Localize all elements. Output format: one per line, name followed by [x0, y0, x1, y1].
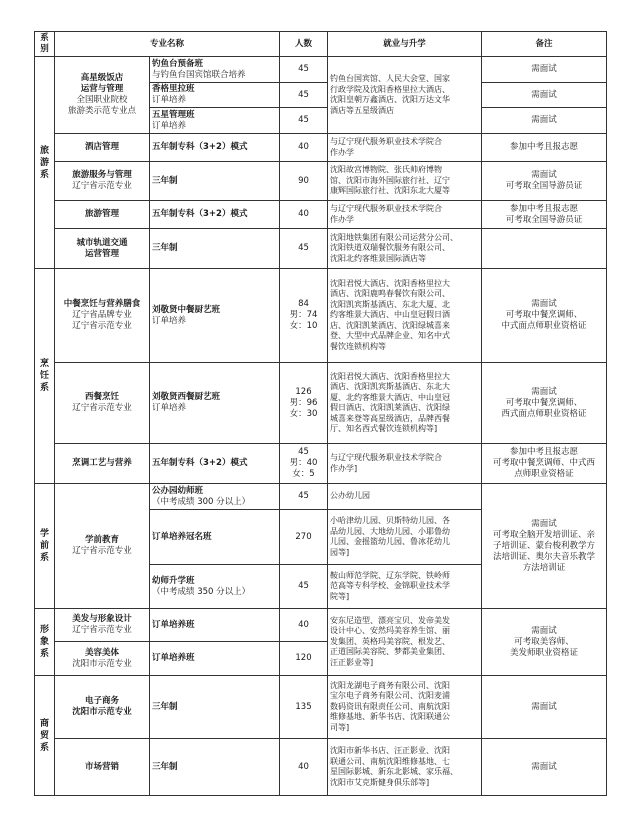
- count-cell: 45 男：40 女：5: [280, 444, 328, 484]
- class-cell: 五年制专科（3+2）模式: [150, 201, 280, 229]
- jobs-cell: 沈阳地铁集团有限公司运营分公司、 沈阳铁道双瑞餐饮服务有限公司、 沈阳北约客维景国际酒店等: [328, 229, 482, 269]
- count-cell: 84 男：74 女：10: [280, 269, 328, 363]
- table-row: [35, 162, 607, 201]
- major-cell: 中餐烹饪与营养膳食 辽宁省品牌专业 辽宁省示范专业: [55, 269, 150, 363]
- notes-cell: 需面试 可考取全国导游员证: [482, 162, 607, 201]
- class-cell: 订单培养冠名班: [150, 510, 280, 565]
- table-row: [35, 609, 607, 642]
- notes-cell: 参加中考且报志愿 可考取中餐烹调师、中式西 点师职业资格证: [482, 444, 607, 484]
- notes-cell: 需面试: [482, 676, 607, 739]
- major-cell: 高星级饭店 运营与管理 全国职业院校 旅游类示范专业点: [55, 57, 150, 134]
- count-cell: 135: [280, 676, 328, 739]
- table-header-row: [35, 32, 607, 57]
- table-row: [35, 229, 607, 269]
- header-major: 专业名称: [55, 32, 280, 57]
- major-cell: 美容美体 沈阳市示范专业: [55, 642, 150, 676]
- class-cell: 幼师升学班 （中考成绩 350 分以上）: [150, 565, 280, 609]
- notes-cell: 需面试: [482, 108, 607, 134]
- class-cell: 公办园幼师班 （中考成绩 300 分以上）: [150, 484, 280, 510]
- major-cell: 电子商务 沈阳市示范专业: [55, 676, 150, 739]
- count-cell: 40: [280, 134, 328, 162]
- notes-cell: 参加中考且报志愿 可考取全国导游员证: [482, 201, 607, 229]
- table-row: [35, 676, 607, 739]
- notes-cell: 需面试: [482, 83, 607, 108]
- notes-cell: 需面试 可考取美容师、 美发师职业资格证: [482, 609, 607, 676]
- document-page: [34, 31, 607, 796]
- count-cell: 90: [280, 162, 328, 201]
- jobs-cell: 沈阳市新华书店、汪正影业、沈阳 联通公司、南航沈阳维修基地、七 星国际影城、新东北影城、家乐福、 沈阳市艾克斯健身俱乐部等]: [328, 739, 482, 796]
- count-cell: 45: [280, 57, 328, 83]
- count-cell: 40: [280, 739, 328, 796]
- dept-preschool: 学前系: [35, 484, 55, 609]
- table-row: [35, 484, 607, 510]
- dept-tourism: 旅游系: [35, 57, 55, 269]
- jobs-cell: 与辽宁现代服务职业技术学院合 作办学: [328, 134, 482, 162]
- class-cell: 刘敬贤中餐厨艺班 订单培养: [150, 269, 280, 363]
- class-cell: 五星管理班 订单培养: [150, 108, 280, 134]
- major-cell: 西餐烹饪 辽宁省示范专业: [55, 363, 150, 444]
- dept-cooking: 烹饪系: [35, 269, 55, 484]
- jobs-cell: 沈阳君悦大酒店、沈阳香格里拉大 酒店、沈阳凯宾斯基酒店、东北大 厦、北约客维景大酒店、中山皇冠 假日酒店、沈阳凯莱酒店、沈阳绿 城喜来登等高星级酒店，品牌西餐 厅、知名西式餐饮连锁机构等]: [328, 363, 482, 444]
- count-cell: 40: [280, 201, 328, 229]
- class-cell: 三年制: [150, 229, 280, 269]
- notes-cell: 需面试: [482, 57, 607, 83]
- notes-cell: 参加中考且报志愿: [482, 134, 607, 162]
- major-cell: 酒店管理: [55, 134, 150, 162]
- count-cell: 40: [280, 609, 328, 642]
- jobs-cell: 鞍山师范学院、辽东学院、铁岭师 范高等专科学校、金锦职业技术学 院等]: [328, 565, 482, 609]
- enrollment-table: [34, 31, 607, 796]
- count-cell: 45: [280, 229, 328, 269]
- table-row: [35, 269, 607, 363]
- jobs-cell: 与辽宁现代服务职业技术学院合 作办学]: [328, 444, 482, 484]
- jobs-cell: 钓鱼台国宾馆、人民大会堂、国家 行政学院及沈阳香格里拉大酒店、 沈阳皇朝万鑫酒店、沈阳万达文华 酒店等五星级酒店: [328, 57, 482, 134]
- jobs-cell: 安东尼造型、漂亮宝贝、发帝美发 设计中心、安然玛美容养生馆、丽 发集团、英格玛美容院、根发艺、 正道国际美容院、梦都美业集团、 汪正影业等]: [328, 609, 482, 676]
- class-cell: 五年制专科（3+2）模式: [150, 444, 280, 484]
- major-cell: 市场营销: [55, 739, 150, 796]
- class-cell: 五年制专科（3+2）模式: [150, 134, 280, 162]
- class-cell: 订单培养班: [150, 609, 280, 642]
- table-row: [35, 444, 607, 484]
- major-cell: 城市轨道交通 运营管理: [55, 229, 150, 269]
- table-row: [35, 739, 607, 796]
- count-cell: 126 男：96 女：30: [280, 363, 328, 444]
- table-row: [35, 134, 607, 162]
- jobs-cell: 沈阳龙湖电子商务有限公司、沈阳 宝尔电子商务有限公司、沈阳麦浦 数码资讯有限责任公司、南航沈阳 维修基地、新华书店、沈阳联通公 司等]: [328, 676, 482, 739]
- jobs-cell: 沈阳故宫博物院、张氏帅府博物 馆、沈阳市海外国际旅行社、辽宁 康辉国际旅行社、沈阳东北大厦等: [328, 162, 482, 201]
- notes-cell: 需面试 可考取中餐烹调师、 中式面点师职业资格证: [482, 269, 607, 363]
- count-cell: 270: [280, 510, 328, 565]
- header-dept: 系别: [35, 32, 55, 57]
- notes-cell: 需面试: [482, 739, 607, 796]
- major-cell: 旅游服务与管理 辽宁省示范专业: [55, 162, 150, 201]
- jobs-cell: 公办幼儿园: [328, 484, 482, 510]
- class-cell: 刘敬贤西餐厨艺班 订单培养: [150, 363, 280, 444]
- class-cell: 香格里拉班 订单培养: [150, 83, 280, 108]
- class-cell: 三年制: [150, 676, 280, 739]
- class-cell: 三年制: [150, 162, 280, 201]
- count-cell: 45: [280, 83, 328, 108]
- major-cell: 烹调工艺与营养: [55, 444, 150, 484]
- table-row: [35, 363, 607, 444]
- major-cell: 美发与形象设计 辽宁省示范专业: [55, 609, 150, 642]
- notes-cell: 需面试 可考取中餐烹调师、 西式面点师职业资格证: [482, 363, 607, 444]
- dept-commerce: 商贸系: [35, 676, 55, 796]
- table-row: [35, 201, 607, 229]
- class-cell: 订单培养班: [150, 642, 280, 676]
- jobs-cell: 与辽宁现代服务职业技术学院合 作办学: [328, 201, 482, 229]
- count-cell: 120: [280, 642, 328, 676]
- dept-image: 形象系: [35, 609, 55, 676]
- notes-cell: 需面试 可考取全脑开发培训证、亲 子培训证、蒙台梭利教学方 法培训证、奥尔夫音乐教学 方法培训证: [482, 484, 607, 609]
- table-row: [35, 57, 607, 83]
- header-count: 人数: [280, 32, 328, 57]
- count-cell: 45: [280, 484, 328, 510]
- class-cell: 三年制: [150, 739, 280, 796]
- count-cell: 45: [280, 565, 328, 609]
- major-cell: 旅游管理: [55, 201, 150, 229]
- class-cell: 钓鱼台预备班 与钓鱼台国宾馆联合培养: [150, 57, 280, 83]
- jobs-cell: 沈阳君悦大酒店、沈阳香格里拉大 酒店、沈阳鹿鸣春餐饮有限公司、 沈阳凯宾斯基酒店、东北大厦、北 约客维景大酒店、中山皇冠假日酒 店、沈阳凯莱酒店、沈阳绿城喜来 登、大型中式品牌企业、知名中式 餐饮连锁机构等: [328, 269, 482, 363]
- major-cell: 学前教育 辽宁省示范专业: [55, 484, 150, 609]
- header-jobs: 就业与升学: [328, 32, 482, 57]
- count-cell: 45: [280, 108, 328, 134]
- notes-cell: [482, 229, 607, 269]
- jobs-cell: 小哈津幼儿园、贝斯特幼儿园、各 品幼儿园、大地幼儿园、小耶鲁幼 儿园、金摇篮幼儿园、鲁冰花幼儿 园等]: [328, 510, 482, 565]
- header-notes: 备注: [482, 32, 607, 57]
